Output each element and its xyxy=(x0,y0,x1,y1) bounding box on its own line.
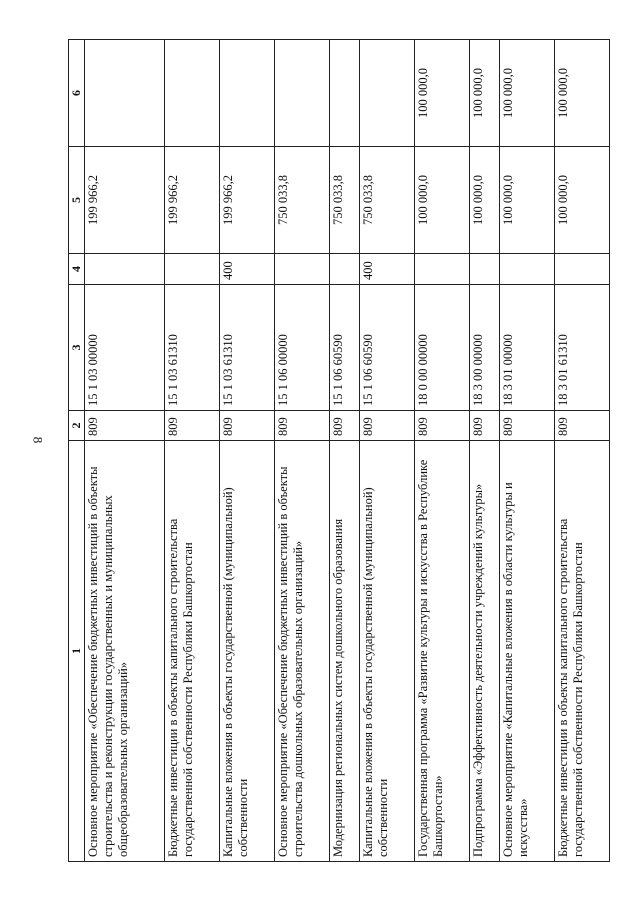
row-code: 809 xyxy=(274,411,329,441)
row-name: Бюджетные инвестиции в объекты капитального строительства государственной собственности Республики Башкортостан xyxy=(164,441,219,862)
row-code: 809 xyxy=(499,411,554,441)
table-row xyxy=(499,40,554,862)
row-code: 809 xyxy=(414,411,469,441)
row-sum-1: 750 033,8 xyxy=(274,147,329,254)
table-row xyxy=(329,40,359,862)
table-row xyxy=(414,40,469,862)
row-sum-2 xyxy=(84,40,164,147)
row-csr: 18 3 01 00000 xyxy=(499,285,554,411)
table-row xyxy=(274,40,329,862)
rotated-page-content xyxy=(68,40,610,862)
row-sum-1: 199 966,2 xyxy=(84,147,164,254)
row-sum-2 xyxy=(274,40,329,147)
table-row xyxy=(469,40,499,862)
table-row xyxy=(84,40,164,862)
table-row xyxy=(164,40,219,862)
table-row xyxy=(359,40,414,862)
row-csr: 15 1 06 60590 xyxy=(359,285,414,411)
header-col-6: 6 xyxy=(69,40,85,147)
row-sum-2: 100 000,0 xyxy=(469,40,499,147)
row-name: Основное мероприятие «Капитальные вложения в области культуры и искусства» xyxy=(499,441,554,862)
header-col-2: 2 xyxy=(69,411,85,441)
row-sum-1: 100 000,0 xyxy=(554,147,609,254)
row-code: 809 xyxy=(554,411,609,441)
row-sum-1: 100 000,0 xyxy=(469,147,499,254)
row-vr xyxy=(164,254,219,285)
row-name: Подпрограмма «Эффективность деятельности учреждений культуры» xyxy=(469,441,499,862)
row-vr xyxy=(329,254,359,285)
row-vr xyxy=(499,254,554,285)
table-row xyxy=(554,40,609,862)
row-csr: 18 3 01 61310 xyxy=(554,285,609,411)
row-vr: 400 xyxy=(219,254,274,285)
row-sum-2: 100 000,0 xyxy=(499,40,554,147)
row-csr: 15 1 03 61310 xyxy=(164,285,219,411)
row-code: 809 xyxy=(469,411,499,441)
row-vr xyxy=(554,254,609,285)
row-sum-2 xyxy=(359,40,414,147)
row-csr: 18 0 00 00000 xyxy=(414,285,469,411)
row-name: Бюджетные инвестиции в объекты капитального строительства государственной собственности Республики Башкортостан xyxy=(554,441,609,862)
row-sum-1: 750 033,8 xyxy=(329,147,359,254)
row-code: 809 xyxy=(359,411,414,441)
row-name: Основное мероприятие «Обеспечение бюджетных инвестиций в объекты строительства дошкольных образовательных организаций» xyxy=(274,441,329,862)
row-sum-2: 100 000,0 xyxy=(554,40,609,147)
row-sum-1: 100 000,0 xyxy=(499,147,554,254)
row-code: 809 xyxy=(329,411,359,441)
row-code: 809 xyxy=(164,411,219,441)
row-vr: 400 xyxy=(359,254,414,285)
row-code: 809 xyxy=(219,411,274,441)
table-header-row xyxy=(69,40,85,862)
row-sum-2 xyxy=(164,40,219,147)
row-code: 809 xyxy=(84,411,164,441)
row-vr xyxy=(414,254,469,285)
row-csr: 15 1 06 00000 xyxy=(274,285,329,411)
row-sum-1: 100 000,0 xyxy=(414,147,469,254)
row-name: Основное мероприятие «Обеспечение бюджетных инвестиций в объекты строительства и реконструкции государственных и муниципальных общеобразовательных организаций» xyxy=(84,441,164,862)
row-csr: 18 3 00 00000 xyxy=(469,285,499,411)
header-col-5: 5 xyxy=(69,147,85,254)
row-name: Государственная программа «Развитие культуры и искусства в Республике Башкортостан» xyxy=(414,441,469,862)
header-col-4: 4 xyxy=(69,254,85,285)
page-number: 8 xyxy=(30,436,46,444)
row-sum-1: 199 966,2 xyxy=(164,147,219,254)
row-vr xyxy=(469,254,499,285)
row-vr xyxy=(84,254,164,285)
row-csr: 15 1 03 61310 xyxy=(219,285,274,411)
row-vr xyxy=(274,254,329,285)
row-sum-2 xyxy=(329,40,359,147)
budget-table xyxy=(68,39,610,862)
header-col-3: 3 xyxy=(69,285,85,411)
row-csr: 15 1 03 00000 xyxy=(84,285,164,411)
row-name: Капитальные вложения в объекты государственной (муниципальной) собственности xyxy=(359,441,414,862)
row-name: Капитальные вложения в объекты государственной (муниципальной) собственности xyxy=(219,441,274,862)
row-name: Модернизация региональных систем дошкольного образования xyxy=(329,441,359,862)
row-sum-1: 750 033,8 xyxy=(359,147,414,254)
row-sum-2: 100 000,0 xyxy=(414,40,469,147)
table-row xyxy=(219,40,274,862)
row-sum-1: 199 966,2 xyxy=(219,147,274,254)
row-csr: 15 1 06 60590 xyxy=(329,285,359,411)
row-sum-2 xyxy=(219,40,274,147)
header-col-1: 1 xyxy=(69,441,85,862)
